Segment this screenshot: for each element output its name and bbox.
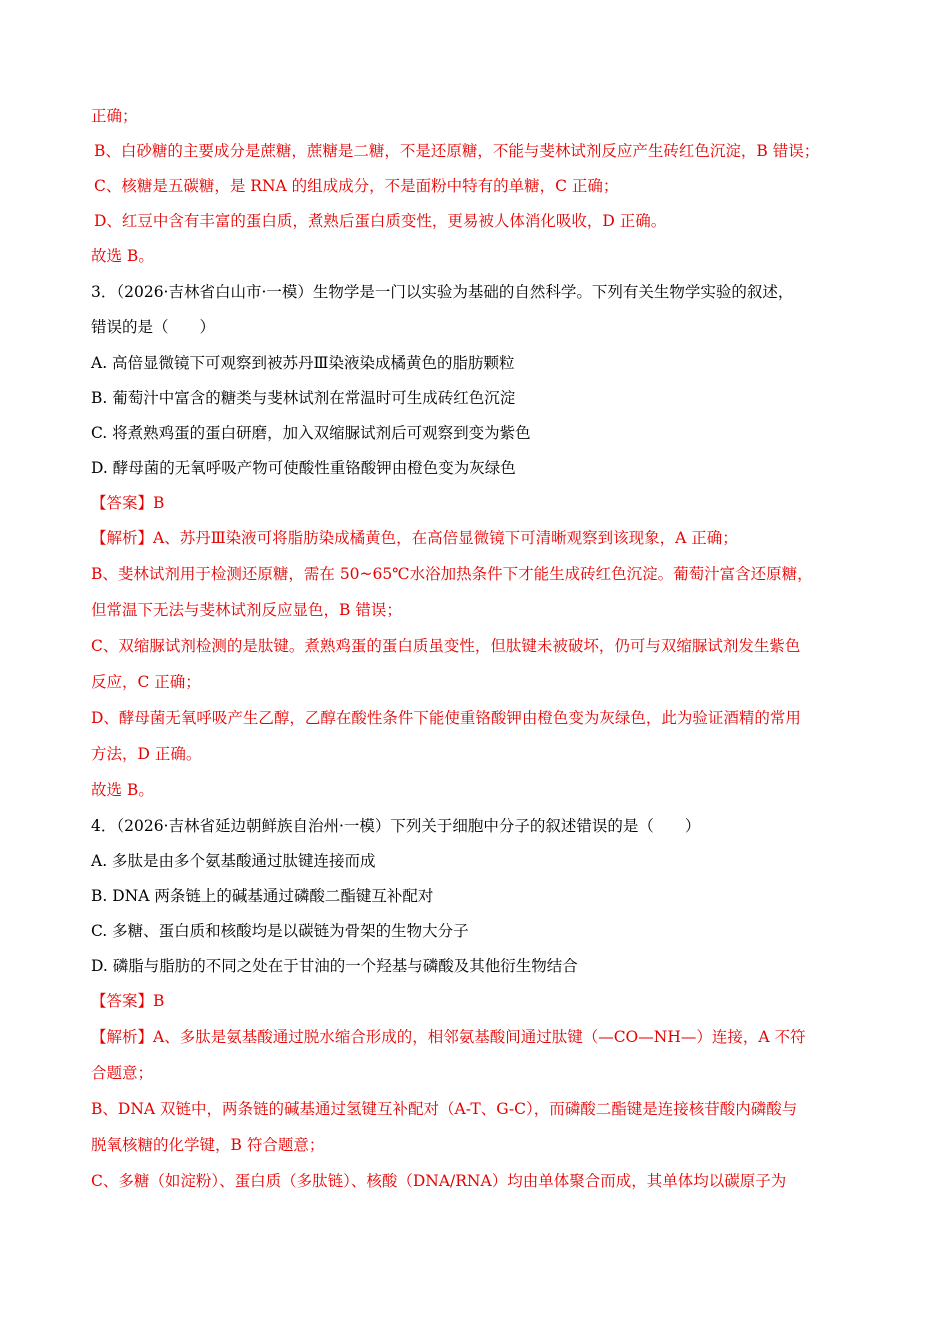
q4-explanation-line-4: 脱氧核糖的化学键，B 符合题意； xyxy=(91,1136,325,1154)
prev-explanation-line-3: C、核糖是五碳糖，是 RNA 的组成成分，不是面粉中特有的单糖，C 正确； xyxy=(94,177,619,195)
q4-explanation-line-3: B、DNA 双链中，两条链的碱基通过氢键互补配对（A-T、G-C），而磷酸二酯键是连接核苷酸内磷酸与 xyxy=(91,1100,798,1118)
q4-explanation-line-5: C、多糖（如淀粉）、蛋白质（多肽链）、核酸（DNA/RNA）均由单体聚合而成，其单体均以碳原子为 xyxy=(91,1172,787,1190)
q4-option-c: C. 多糖、蛋白质和核酸均是以碳链为骨架的生物大分子 xyxy=(91,922,469,940)
q3-explanation-line-2: B、斐林试剂用于检测还原糖，需在 50~65℃水浴加热条件下才能生成砖红色沉淀。葡萄汁富含还原糖， xyxy=(91,565,813,583)
q3-option-b: B. 葡萄汁中富含的糖类与斐林试剂在常温时可生成砖红色沉淀 xyxy=(91,389,516,407)
prev-explanation-line-4: D、红豆中含有丰富的蛋白质，煮熟后蛋白质变性，更易被人体消化吸收，D 正确。 xyxy=(94,212,667,230)
q4-stem: 4．（2026·吉林省延边朝鲜族自治州·一模）下列关于细胞中分子的叙述错误的是（ ） xyxy=(91,817,701,835)
q3-option-a: A. 高倍显微镜下可观察到被苏丹Ⅲ染液染成橘黄色的脂肪颗粒 xyxy=(91,354,515,372)
prev-explanation-line-1: 正确； xyxy=(91,107,138,125)
q3-explanation-line-8: 故选 B。 xyxy=(91,781,154,799)
q4-explanation-line-1: 【解析】A、多肽是氨基酸通过脱水缩合形成的，相邻氨基酸间通过肽键（—CO—NH—）连接，A 不符 xyxy=(91,1028,806,1046)
q4-option-b: B. DNA 两条链上的碱基通过磷酸二酯键互补配对 xyxy=(91,887,434,905)
q3-stem-line-1: 3．（2026·吉林省白山市·一模）生物学是一门以实验为基础的自然科学。下列有关生物学实验的叙述， xyxy=(91,283,794,301)
q3-stem-line-2: 错误的是（ ） xyxy=(91,318,216,336)
q4-option-a: A. 多肽是由多个氨基酸通过肽键连接而成 xyxy=(91,852,376,870)
prev-explanation-line-2: B、白砂糖的主要成分是蔗糖，蔗糖是二糖，不是还原糖，不能与斐林试剂反应产生砖红色沉淀，B 错误； xyxy=(94,142,820,160)
q4-option-d: D. 磷脂与脂肪的不同之处在于甘油的一个羟基与磷酸及其他衍生物结合 xyxy=(91,957,578,975)
q4-answer: 【答案】B xyxy=(91,992,165,1010)
q3-option-d: D. 酵母菌的无氧呼吸产物可使酸性重铬酸钾由橙色变为灰绿色 xyxy=(91,459,516,477)
q3-explanation-line-7: 方法，D 正确。 xyxy=(91,745,202,763)
q3-explanation-line-5: 反应，C 正确； xyxy=(91,673,201,691)
q3-option-c: C. 将煮熟鸡蛋的蛋白研磨，加入双缩脲试剂后可观察到变为紫色 xyxy=(91,424,531,442)
q4-explanation-line-2: 合题意； xyxy=(91,1064,154,1082)
q3-explanation-line-6: D、酵母菌无氧呼吸产生乙醇，乙醇在酸性条件下能使重铬酸钾由橙色变为灰绿色，此为验证酒精的常用 xyxy=(91,709,801,727)
q3-explanation-line-4: C、双缩脲试剂检测的是肽键。煮熟鸡蛋的蛋白质虽变性，但肽键未被破坏，仍可与双缩脲试剂发生紫色 xyxy=(91,637,801,655)
q3-explanation-line-1: 【解析】A、苏丹Ⅲ染液可将脂肪染成橘黄色，在高倍显微镜下可清晰观察到该现象，A 正确； xyxy=(91,529,738,547)
q3-answer: 【答案】B xyxy=(91,494,165,512)
prev-explanation-line-5: 故选 B。 xyxy=(91,247,154,265)
q3-explanation-line-3: 但常温下无法与斐林试剂反应显色，B 错误； xyxy=(91,601,402,619)
